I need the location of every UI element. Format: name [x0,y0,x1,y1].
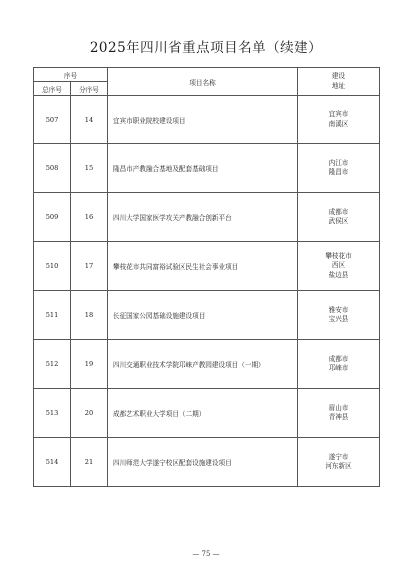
cell-project-name: 四川大学国家医学攻关产教融合创新平台 [108,193,298,242]
page-number: — 75 — [192,550,220,558]
cell-location: 遂宁市 河东新区 [298,438,380,487]
cell-sub-seq: 14 [71,96,108,144]
project-table [33,67,380,487]
cell-project-name: 攀枝花市共同富裕试验区民生社会事业项目 [108,242,298,291]
header-location [298,68,380,96]
cell-total-seq: 514 [34,438,71,487]
header-location-text: 建设 地址 [331,72,346,90]
cell-location: 成都市 邛崃市 [298,340,380,389]
table-row [34,389,380,438]
cell-project-name: 宜宾市职业院校建设项目 [108,96,298,144]
cell-project-name: 成都艺术职业大学项目（二期） [108,389,298,438]
cell-sub-seq: 20 [71,389,108,438]
table-row [34,438,380,487]
table-row [34,193,380,242]
header-sub-seq: 分序号 [71,82,108,96]
header-seq: 序号 [34,68,108,82]
page-title: 2025年四川省重点项目名单（续建） [89,40,323,56]
cell-sub-seq: 19 [71,340,108,389]
cell-total-seq: 511 [34,291,71,340]
cell-project-name: 四川交通职业技术学院邛崃产教园建设项目（一期） [108,340,298,389]
cell-location: 雅安市 宝兴县 [298,291,380,340]
cell-sub-seq: 21 [71,438,108,487]
cell-total-seq: 507 [34,96,71,144]
cell-location: 眉山市 青神县 [298,389,380,438]
header-project-name: 项目名称 [108,68,298,96]
cell-total-seq: 512 [34,340,71,389]
cell-sub-seq: 16 [71,193,108,242]
table-header-row [34,68,380,82]
cell-total-seq: 508 [34,144,71,193]
header-total-seq: 总序号 [34,82,71,96]
table-row [34,144,380,193]
table-row [34,291,380,340]
cell-sub-seq: 17 [71,242,108,291]
cell-project-name: 长征国家公园基础设施建设项目 [108,291,298,340]
cell-project-name: 四川师范大学遂宁校区配套设施建设项目 [108,438,298,487]
table-row [34,340,380,389]
cell-location: 宜宾市 南溪区 [298,96,380,144]
table-row [34,242,380,291]
cell-location: 成都市 武侯区 [298,193,380,242]
cell-total-seq: 513 [34,389,71,438]
cell-project-name: 隆昌市产教融合基地及配套基础项目 [108,144,298,193]
cell-total-seq: 509 [34,193,71,242]
cell-location: 内江市 隆昌市 [298,144,380,193]
table-row [34,96,380,144]
cell-total-seq: 510 [34,242,71,291]
cell-sub-seq: 15 [71,144,108,193]
cell-location: 攀枝花市 西区 盐边县 [298,242,380,291]
cell-sub-seq: 18 [71,291,108,340]
